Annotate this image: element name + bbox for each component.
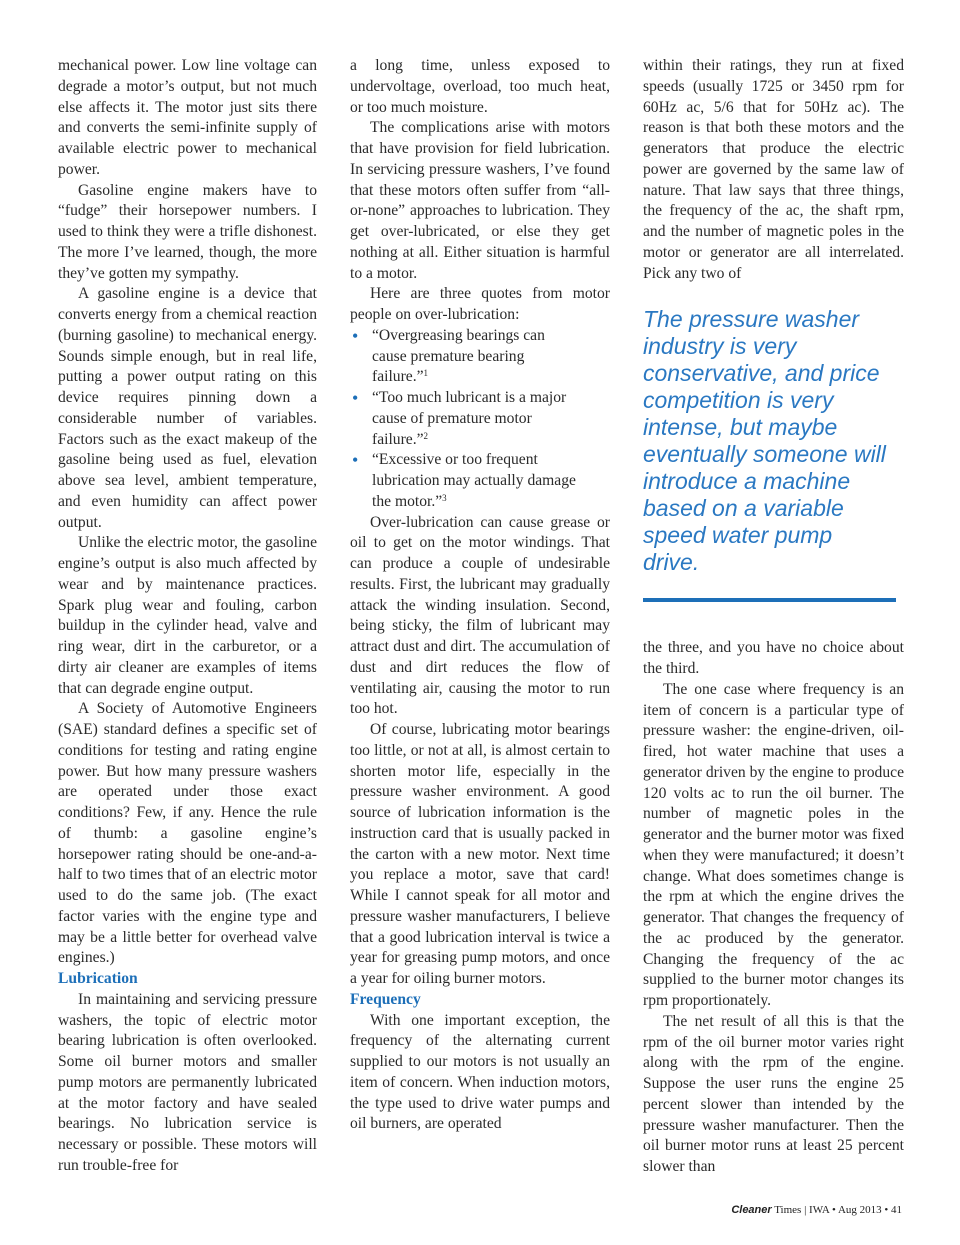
page-footer — [731, 1204, 902, 1216]
footnote-ref: 3 — [442, 492, 447, 503]
paragraph: the three, and you have no choice about the third. — [643, 639, 904, 677]
paragraph: A Society of Automotive Engineers (SAE) standard defines a specific set of conditions for testing and rating engine power. But how many pressure washers are operated under those exact conditions? Few, if any. Hence the rule of thumb: a gasoline engine’s horsepower rating should be one-and-a-half to two times that of an electric motor used to do the same job. (The exact factor varies with the engine type and may be a little better for overhead valve engines.) — [58, 700, 317, 967]
paragraph: The complications arise with motors that have provision for field lubrication. In servicing pressure washers, I’ve found that these motors often suffer from “all-or-none” approaches to lubrication. They get over-lubricated, or else they get nothing at all. Either situation is harmful to a motor. — [350, 119, 610, 282]
quote-list — [350, 326, 610, 513]
list-item — [350, 326, 577, 388]
column-3 — [643, 56, 904, 1178]
list-item — [350, 388, 577, 450]
paragraph: Gasoline engine makers have to “fudge” their horsepower numbers. I used to think they were a trifle dishonest. The more I’ve learned, though, the more they’ve gotten my sympathy. — [58, 181, 317, 282]
footnote-ref: 2 — [423, 430, 429, 441]
quote-text: “Too much lubricant is a major cause of premature motor failure.” — [372, 389, 567, 448]
pull-quote: The pressure washer industry is very conservative, and price competition is very intense, but maybe eventually someone will introduce a machine based on a variable speed water pump drive. — [643, 306, 886, 576]
paragraph: within their ratings, they run at fixed speeds (usually 1725 or 3450 rpm for 60Hz ac, 5/6 that for 50Hz ac). The reason is that both these motors and the generators that produce the electric power are governed by the same law of nature. That law says that three things, the frequency of the ac, the shaft rpm, and the number of magnetic poles in the motor or generator are all interrelated. Pick any two of — [643, 57, 904, 282]
paragraph: Over-lubrication can cause grease or oil to get on the motor windings. That can produce a couple of undesirable results. First, the lubricant may gradually attack the winding insulation. Second, being sticky, the film of lubricant may attract dust and dirt. The accumulation of dust and dirt reduces the flow of ventilating air, causing the motor to run too hot. — [350, 513, 610, 718]
paragraph: The net result of all this is that the rpm of the oil burner motor varies right along with the rpm of the engine. Suppose the user runs the engine 25 percent slower than intended by the pressure washer manufacturer. Then the oil burner motor runs at least 25 percent slower than — [643, 1012, 904, 1175]
paragraph: Unlike the electric motor, the gasoline engine’s output is also much affected by wear and by maintenance practices. Spark plug wear and fouling, carbon buildup in the cylinder head, valve and ring wear, dirt in the carburetor, or a dirty air cleaner are examples of items that can degrade engine output. — [58, 534, 317, 697]
footer-info: Times | IWA • Aug 2013 • 41 — [771, 1204, 902, 1216]
paragraph: The one case where frequency is an item of concern is a particular type of pressure washer: the engine-driven, oil-fired, hot water machine that uses a generator driven by the engine to produce 120 volts ac to run the oil burner. The number of magnetic poles in the generator and the burner motor was fixed when they were manufactured; it doesn’t change. What does sometimes change is the rpm at which the engine drives the generator. That changes the frequency of the ac produced by the generator. Changing the frequency of the ac supplied to the burner motor changes its rpm proportionately. — [643, 680, 904, 1009]
paragraph: A gasoline engine is a device that converts energy from a chemical reaction (burning gasoline) to mechanical energy. Sounds simple enough, but in real life, putting a power output rating on this device requires pinning down a considerable number of variables. Factors such as the exact makeup of the gasoline being used as fuel, elevation above sea level, ambient temperature, and even humidity can affect power output. — [58, 285, 317, 531]
paragraph: In maintaining and servicing pressure washers, the topic of electric motor bearing lubrication is often overlooked. Some oil burner motors and smaller pump motors are permanently lubricated at the motor factory and have sealed bearings. No lubrication service is necessary or possible. These motors will run trouble-free for — [58, 990, 317, 1174]
quote-text: “Excessive or too frequent lubrication may actually damage the motor.” — [372, 451, 576, 510]
column-2 — [350, 56, 610, 1135]
paragraph: Here are three quotes from motor people on over-lubrication: — [350, 285, 610, 323]
paragraph: With one important exception, the frequency of the alternating current supplied to our motors is not usually an item of concern. When induction motors, the type used to drive water pumps and oil burners, are operated — [350, 1011, 610, 1133]
column-1 — [58, 56, 317, 1177]
paragraph: mechanical power. Low line voltage can degrade a motor’s output, but not much else affects it. The motor just sits there and converts the semi-infinite supply of available electric power to mechanical power. — [58, 57, 317, 178]
bullet-icon: • — [352, 325, 359, 346]
quote-text: “Overgreasing bearings can cause premature bearing failure.” — [372, 326, 545, 386]
section-heading-lubrication: Lubrication — [58, 970, 138, 987]
list-item — [350, 450, 577, 512]
footnote-ref: 1 — [423, 368, 429, 379]
pull-quote-rule — [643, 598, 896, 602]
paragraph: a long time, unless exposed to undervoltage, overload, too much heat, or too much moisture. — [350, 57, 610, 116]
footer-brand: Cleaner — [731, 1204, 772, 1216]
paragraph: Of course, lubricating motor bearings too little, or not at all, is almost certain to shorten motor life, especially in the pressure washer environment. A good source of lubrication information is the instruction card that is usually packed in the carton with a new motor. Next time you replace a motor, save that card! While I cannot speak for all motor and pressure washer manufacturers, I believe that a good lubrication interval is twice a year for greasing pump motors, and once a year for oiling burner motors. — [350, 721, 610, 987]
bullet-icon: • — [352, 388, 359, 408]
bullet-icon: • — [352, 450, 359, 471]
section-heading-frequency: Frequency — [350, 990, 421, 1008]
